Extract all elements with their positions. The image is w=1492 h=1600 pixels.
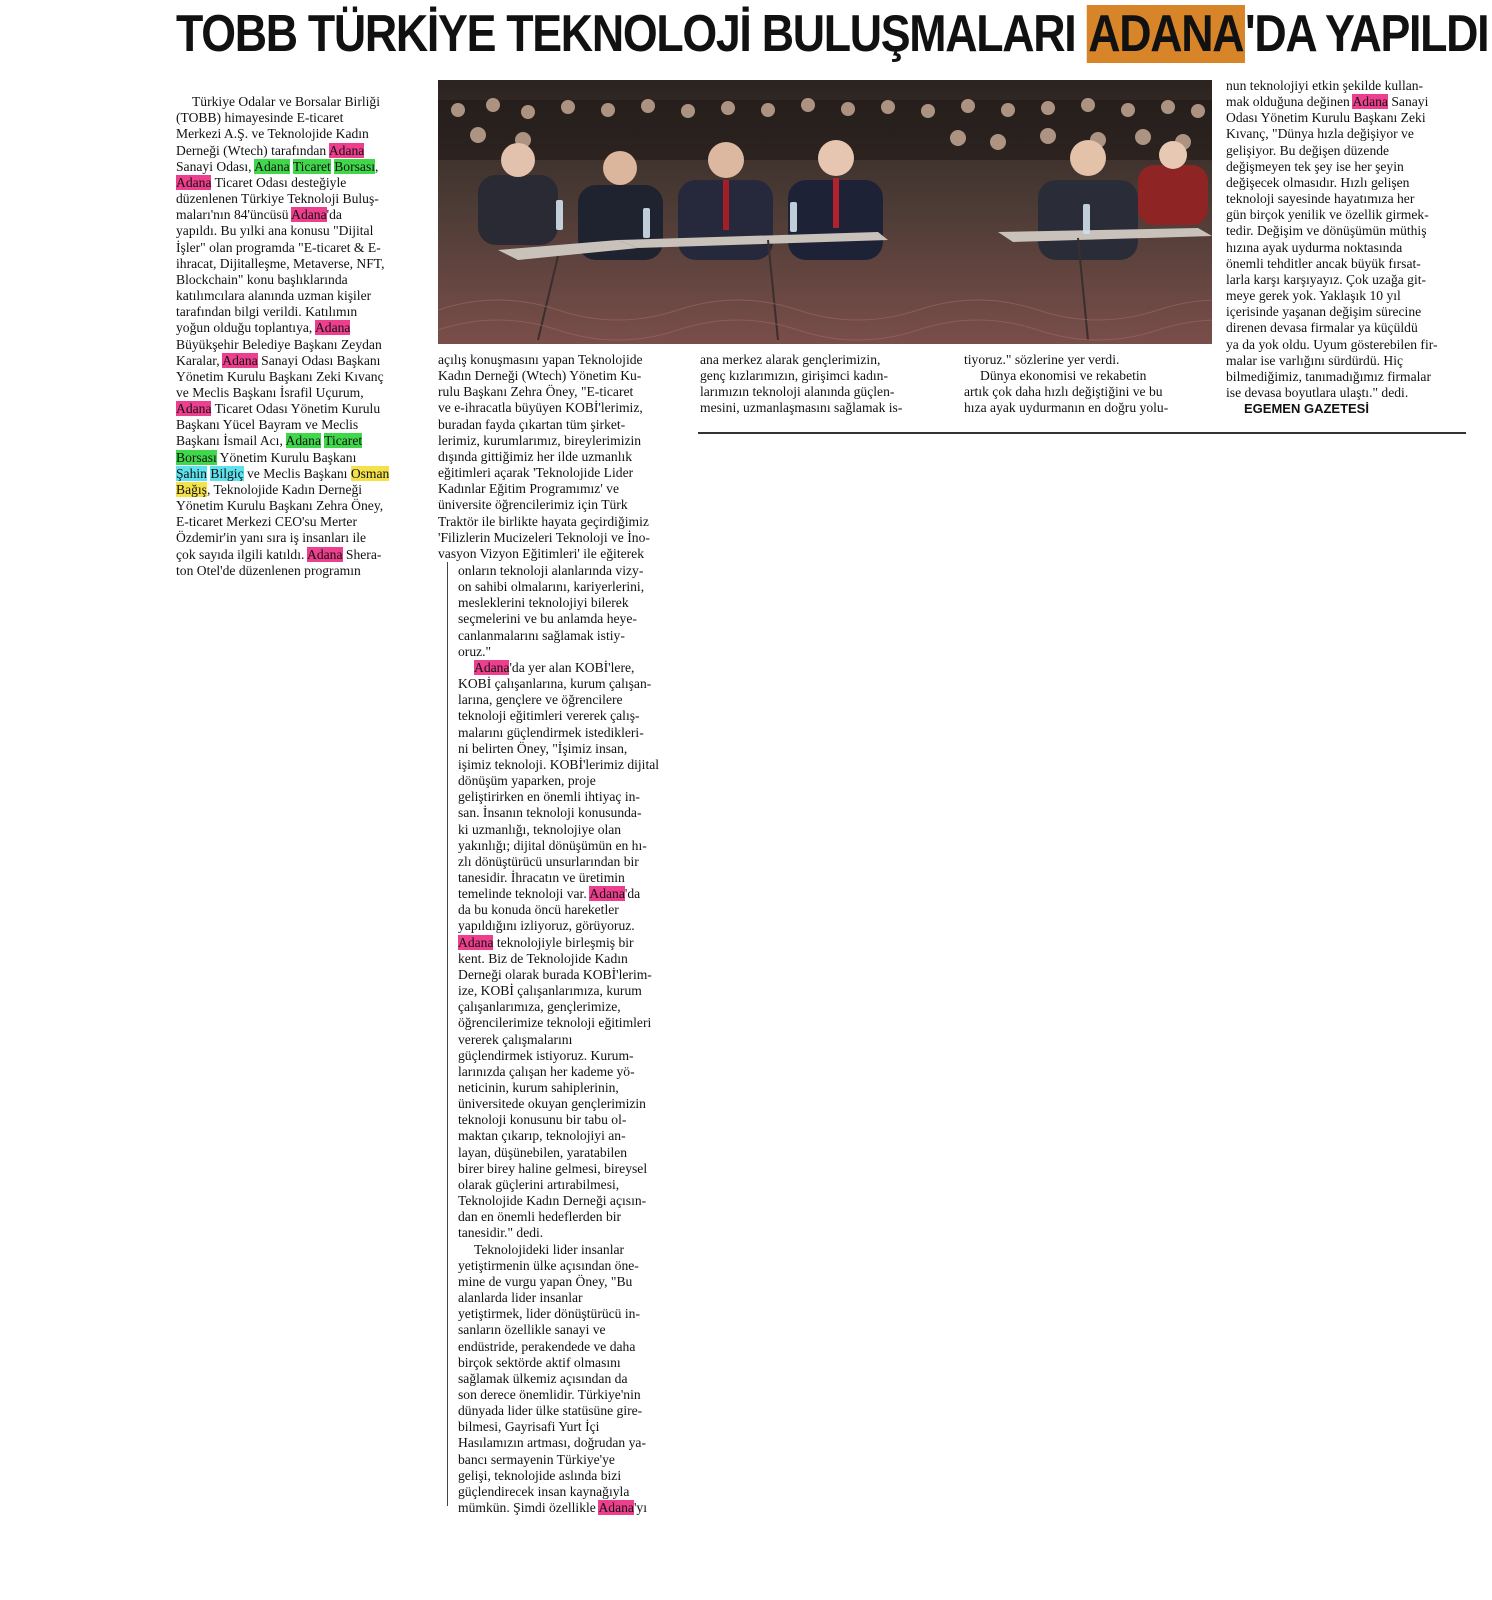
article-end-rule <box>698 432 1466 434</box>
article-column-2-continued: onların teknoloji alanlarında vizy- on sahibi olmalarını, kariyerlerini, mesleklerini teknolojiyi bilerek seçmelerini ve bu anlamda heye- canlanmalarını sağlamak istiy- oruz." Adana'da yer alan KOBİ'lere, KOBİ çalışanlarına, kurum çalışan- larına, gençlere ve öğrencilere teknoloji eğitimleri vererek çalış- malarını güçlendirmek istedikleri- ni belirten Öney, "İşimiz insan, işimiz teknoloji. KOBİ'lerimiz dijital dönüşüm yaparken, proje geliştirirken en önemli ihtiyaç in- san. İnsanın teknoloji konusunda- ki uzmanlığı, teknolojiye olan yakınlığı; dijital dönüşümün en hı- zlı dönüştürücü unsurlarından bir tanesidir. İhracatın ve üretimin temelinde teknoloji var. Adana'da da bu konuda öncü hareketler yapıldığını izliyoruz, görüyoruz. Adana teknolojiyle birleşmiş bir kent. Biz de Teknolojide Kadın Derneği olarak burada KOBİ'lerim- ize, KOBİ çalışanlarımıza, kurum çalışanlarımıza, gençlerimize, öğrencilerimize teknoloji eğitimleri vererek çalışmalarını güçlendirmek istiyoruz. Kurum- larınızda çalışan her kademe yö- neticinin, kurum sahiplerinin, üniversitede okuyan gençlerimizin teknoloji konusunu bir tabu ol- maktan çıkarıp, teknolojiyi an- layan, düşünebilen, yaratabilen birer birey haline gelmesi, bireysel olarak güçlerini artırabilmesi, Teknolojide Kadın Derneği açısın- dan en önemli hedeflerden bir tanesidir." dedi. Teknolojideki lider insanlar yetiştirmenin ülke açısından öne- mine de vurgu yapan Öney, "Bu alanlarda lider insanlar yetiştirmek, lider dönüştürücü in- sanların özellikle sanayi ve endüstride, perakendede ve daha birçok sektörde aktif olmasını sağlamak ülkemiz açısından da son derece önemlidir. Türkiye'nin dünyada lider ülke statüsüne gire- bilmesi, Gayrisafi Yurt İçi Hasılamızın artması, doğrudan ya- bancı sermayenin Türkiye'ye gelişi, teknolojide aslında bizi güçlendirecek insan kaynağıyla mümkün. Şimdi özellikle Adana'yı <box>458 563 660 1516</box>
column-divider-vertical <box>447 562 448 1506</box>
article-column-1: Türkiye Odalar ve Borsalar Birliği (TOBB) himayesinde E-ticaret Merkezi A.Ş. ve Teknolojide Kadın Derneği (Wtech) tarafından Adana Sanayi Odası, Adana Ticaret Borsası, Adana Ticaret Odası desteğiyle düzenlenen Türkiye Teknoloji Buluş- maları'nın 84'üncüsü Adana'da yapıldı. Bu yılki ana konusu "Dijital İşler" olan programda "E-ticaret & E- ihracat, Dijitalleşme, Metaverse, NFT, Blockchain" konu başlıklarında katılımcılara alanında uzman kişiler tarafından bilgi verildi. Katılımın yoğun olduğu toplantıya, Adana Büyükşehir Belediye Başkanı Zeydan Karalar, Adana Sanayi Odası Başkanı Yönetim Kurulu Başkanı Zeki Kıvanç ve Meclis Başkanı İsrafil Uçurum, Adana Ticaret Odası Yönetim Kurulu Başkanı Yücel Bayram ve Meclis Başkanı İsmail Acı, Adana Ticaret Borsası Yönetim Kurulu Başkanı Şahin Bilgiç ve Meclis Başkanı Osman Bağış, Teknolojide Kadın Derneği Yönetim Kurulu Başkanı Zehra Öney, E-ticaret Merkezi CEO'su Merter Özdemir'in yanı sıra iş insanları ile çok sayıda ilgili katıldı. Adana Shera- ton Otel'de düzenlenen programın <box>176 94 390 578</box>
headline-text: TOBB TÜRKİYE TEKNOLOJİ BULUŞMALARI <box>176 5 1087 63</box>
headline-suffix: 'DA YAPILDI <box>1245 5 1489 63</box>
headline <box>176 4 1489 64</box>
signature: EGEMEN GAZETESİ <box>1244 401 1369 416</box>
article-column-5: nun teknolojiyi etkin şekilde kullan- mak olduğuna değinen Adana Sanayi Odası Yönetim Kurulu Başkanı Zeki Kıvanç, "Dünya hızla değişiyor ve gelişiyor. Bu değişen düzende değişmeyen tek şey ise her şeyin değişecek olmasıdır. Hızlı gelişen teknoloji sayesinde hayatımıza her gün birçok yenilik ve özellik girmek- tedir. Değişim ve dönüşümün müthiş hızına ayak uydurma noktasında önemli tehditler ancak büyük fırsat- larla karşı karşıyayız. Çok uzağa git- meye gerek yok. Yaklaşık 10 yıl içerisinde yaşanan değişim sürecine direnen devasa firmalar ya küçüldü ya da yok oldu. Uyum gösterebilen fir- malar ise varlığını sürdürdü. Hiç bilmediğimiz, tanımadığımız firmalar ise devasa boyutlara ulaştı." dedi. <box>1226 78 1438 400</box>
article-column-2: açılış konuşmasını yapan Teknolojide Kadın Derneği (Wtech) Yönetim Ku- rulu Başkanı Zehra Öney, "E-ticaret ve e-ihracatla büyüyen KOBİ'lerimiz, buradan fayda çıkartan tüm şirket- lerimiz, kurumlarımız, bireylerimizin dışında gittiğimiz her ilde uzmanlık eğitimleri açarak 'Teknolojide Lider Kadınlar Eğitim Programımız' ve üniversite öğrencilerimiz için Türk Traktör ile birlikte hayata geçirdiğimiz 'Filizlerin Mucizeleri Teknoloji ve İno- vasyon Vizyon Eğitimleri' ile eğiterek <box>438 352 650 561</box>
conference-audience-photo <box>438 80 1212 344</box>
headline-highlight: ADANA <box>1088 5 1244 63</box>
article-column-4: tiyoruz." sözlerine yer verdi. Dünya ekonomisi ve rekabetin artık çok daha hızlı değiştiğini ve bu hıza ayak uydurmanın en doğru yolu- <box>964 352 1169 416</box>
article-column-3: ana merkez alarak gençlerimizin, genç kızlarımızın, girişimci kadın- larımızın teknoloji alanında güçlen- mesini, uzmanlaşmasını sağlamak is- <box>700 352 903 416</box>
